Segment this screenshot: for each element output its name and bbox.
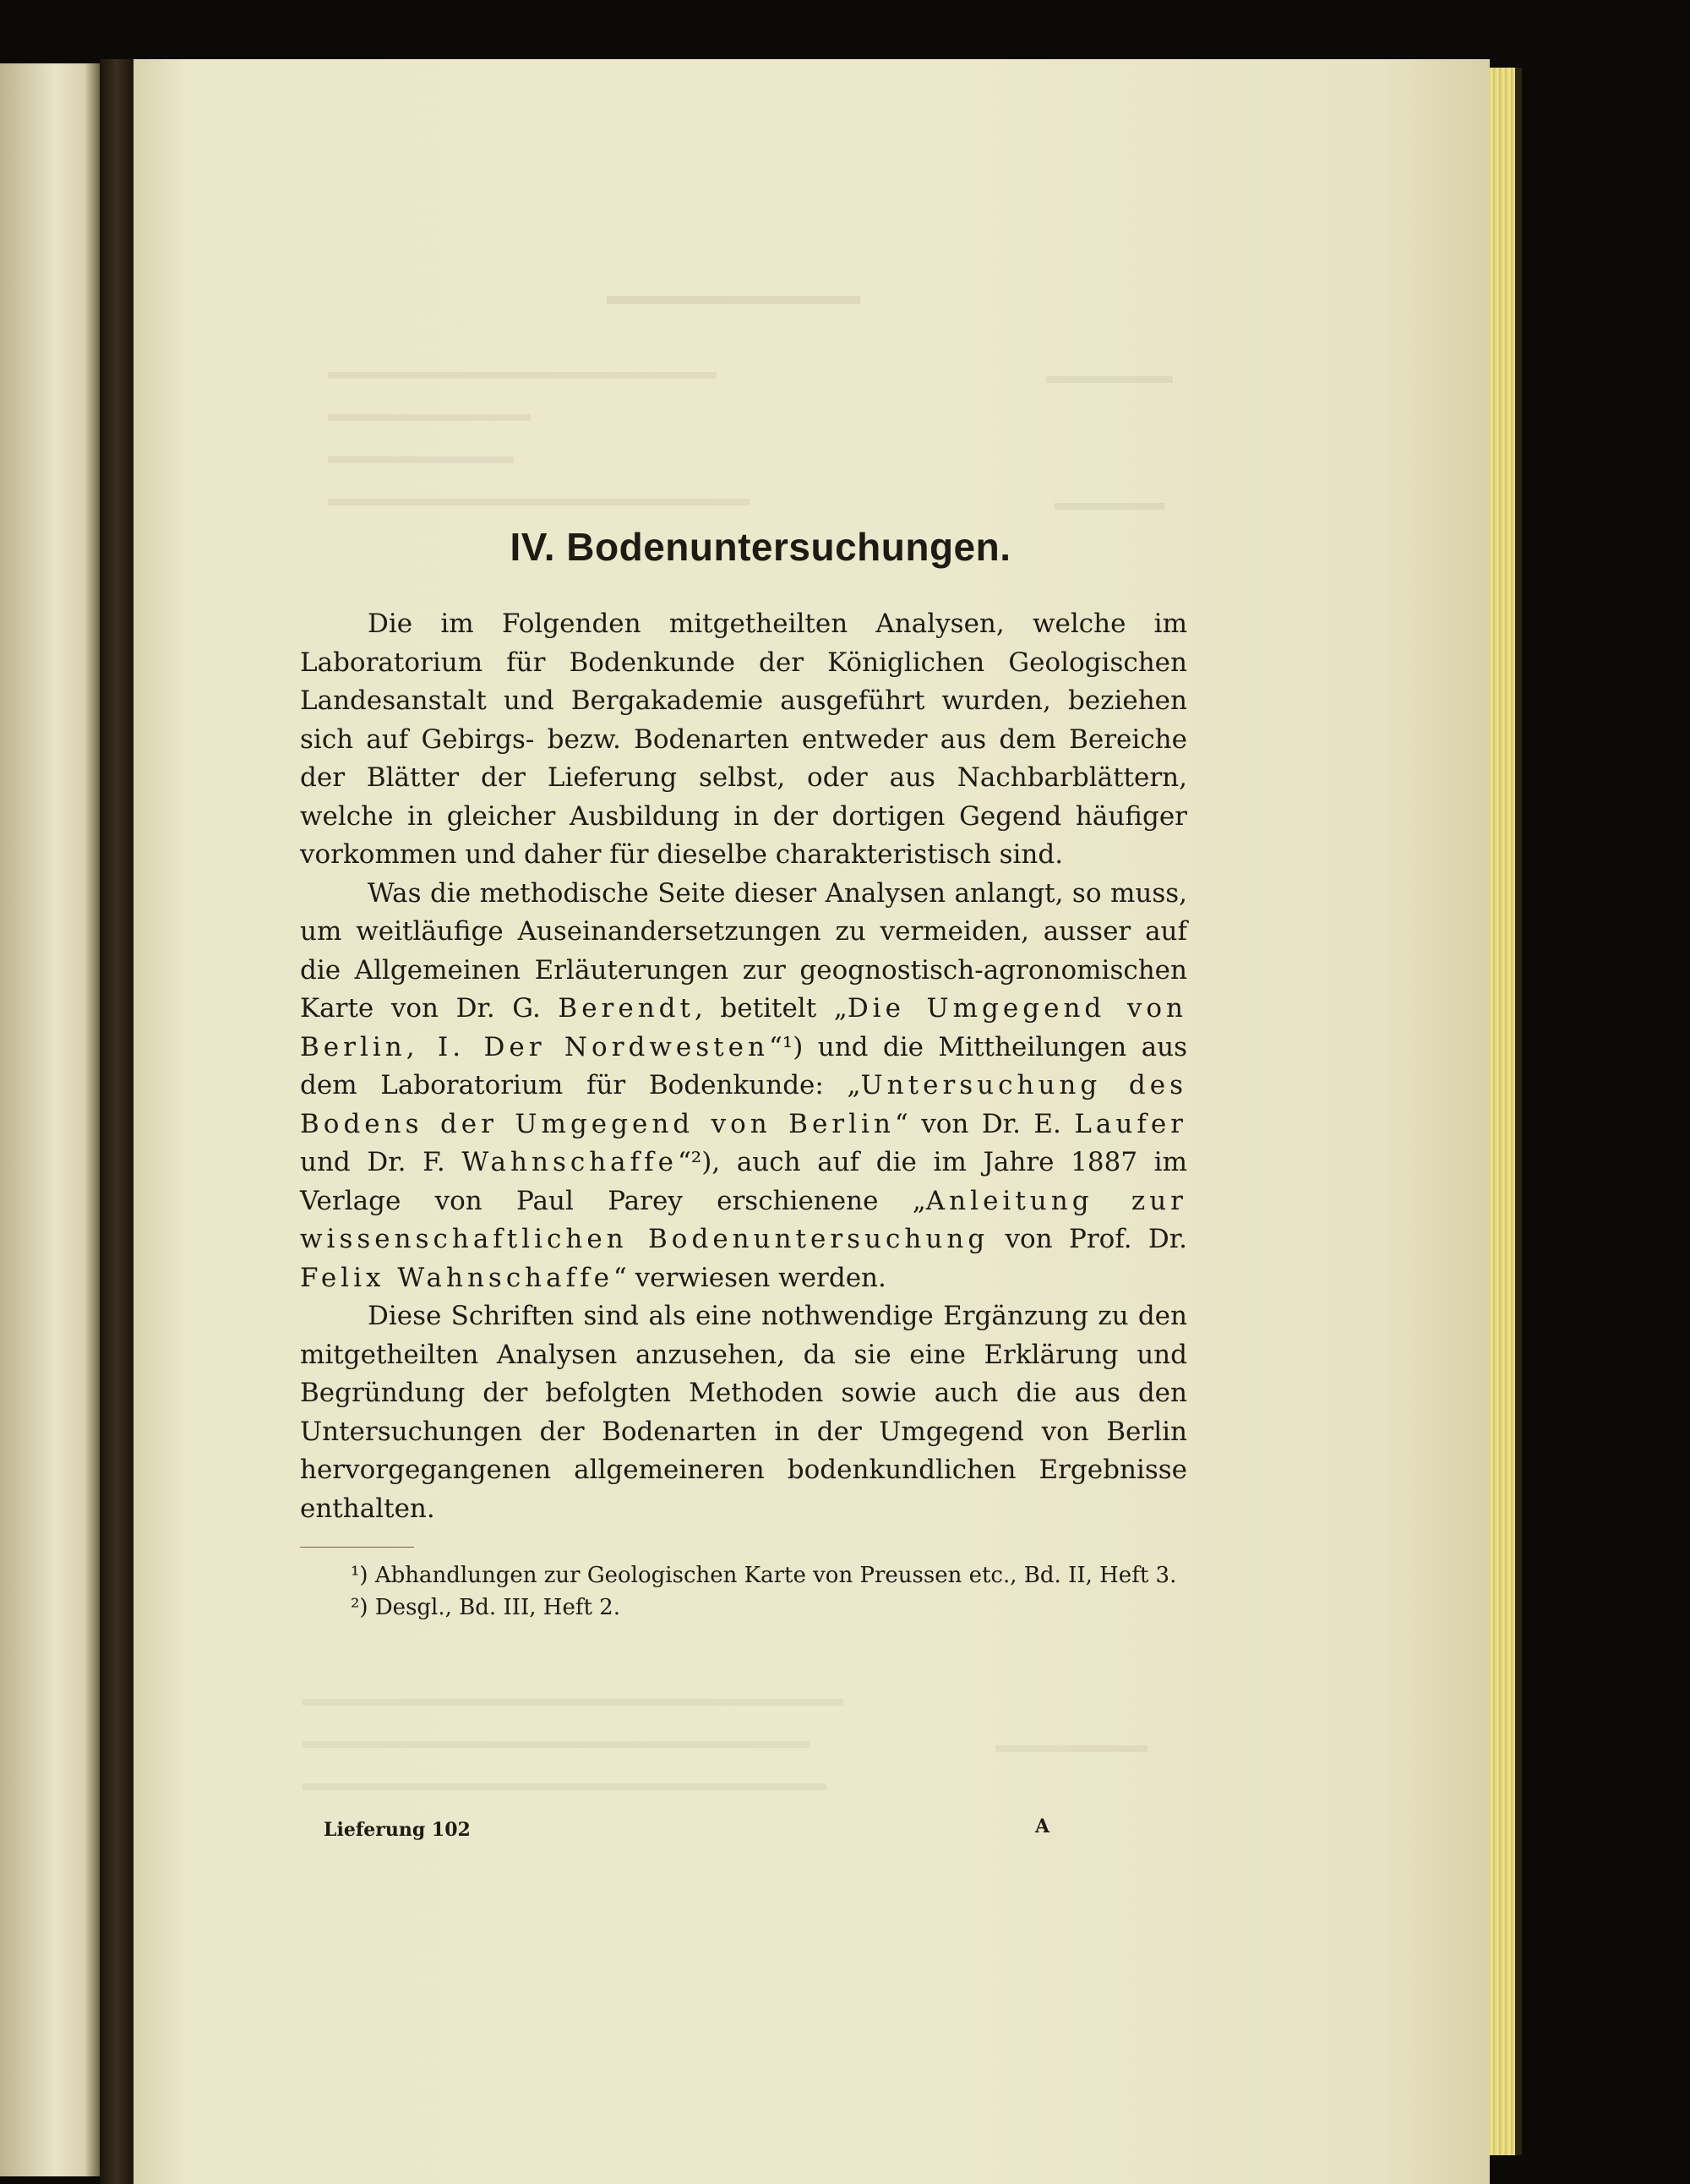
show-through-mark <box>1046 376 1173 383</box>
paragraph-1: Die im Folgenden mitgetheilten Analysen, welche im Laboratorium für Bodenkunde der Königlichen Geologischen Landesanstalt und Bergakademie ausgeführt wurden, beziehen sich auf Gebirgs- bezw. Bodenarten entweder aus dem Bereiche der Blätter der Lieferung selbst, oder aus Nachbarblättern, welche in gleicher Ausbildung in der dortigen Gegend häufiger vorkommen und daher für dieselbe charakteristisch sind. <box>300 609 1187 870</box>
paragraph-2-text: “ von Dr. E. <box>894 1108 1075 1139</box>
author-name: Wahnschaffe <box>461 1147 678 1177</box>
section-heading: IV. Bodenuntersuchungen. <box>510 525 1011 569</box>
signature-line: Lieferung 102 <box>324 1819 471 1841</box>
paragraph-2-text: “¹) und die Mittheilungen aus dem Laboratorium für Bodenkunde: „ <box>300 1031 1187 1100</box>
author-name: Berendt <box>558 993 695 1024</box>
author-name: Felix Wahnschaffe <box>300 1262 613 1293</box>
show-through-mark <box>607 296 860 304</box>
signature-mark: A <box>1035 1815 1050 1837</box>
author-name: Laufer <box>1074 1108 1187 1139</box>
page-stack-edge <box>1490 68 1515 2155</box>
footnote-1: ¹) Abhandlungen zur Geologischen Karte von Preussen etc., Bd. II, Heft 3. <box>351 1563 1177 1588</box>
paragraph-2-text: “²), auch auf die im Jahre 1887 im Verlage von Paul Parey erschienene „ <box>300 1147 1187 1216</box>
paragraph-2-text: “ verwiesen werden. <box>613 1262 886 1293</box>
show-through-mark <box>303 1741 810 1748</box>
cited-title: Die Umgegend von Berlin, I. Der Nordwesten <box>300 993 1187 1062</box>
paragraph-2-text: von Prof. Dr. <box>989 1224 1188 1254</box>
paragraph-2-text: Was die methodische Seite dieser Analysen anlangt, so muss, um weitläufige Auseinandersetzungen zu vermeiden, ausser auf die Allgemeinen Erläuterungen zur geognostisch-agronomischen Karte von Dr. G. <box>300 877 1187 1024</box>
paragraph-2-text: und Dr. F. <box>300 1147 462 1177</box>
show-through-mark <box>995 1745 1148 1752</box>
left-page-edge <box>0 63 100 2176</box>
show-through-mark <box>328 456 514 463</box>
book-gutter <box>100 59 134 2184</box>
paragraph-3: Diese Schriften sind als eine nothwendige Ergänzung zu den mitgetheilten Analysen anzusehen, da sie eine Erklärung und Begründung der befolgten Methoden sowie auch die aus den Untersuchungen der Bodenarten in der Umgegend von Berlin hervorgegangenen allgemeineren bodenkundlichen Ergebnisse enthalten. <box>300 1301 1187 1524</box>
footnote-2: ²) Desgl., Bd. III, Heft 2. <box>351 1595 620 1620</box>
show-through-mark <box>328 414 531 421</box>
footnote-divider <box>300 1547 414 1548</box>
show-through-mark <box>1055 503 1164 510</box>
page-stack-shadow <box>1515 68 1522 2155</box>
show-through-mark <box>303 1699 843 1706</box>
cited-title: Untersuchung des Bodens der Umgegend von Berlin <box>300 1070 1187 1139</box>
show-through-mark <box>328 372 717 379</box>
paragraph-2-text: , betitelt „ <box>694 993 848 1024</box>
cited-title: Anleitung zur wissenschaftlichen Bodenuntersuchung <box>300 1185 1187 1254</box>
show-through-mark <box>328 499 750 505</box>
show-through-mark <box>303 1783 826 1790</box>
page-content <box>300 524 1187 1624</box>
paragraph-2 <box>300 875 1187 1298</box>
